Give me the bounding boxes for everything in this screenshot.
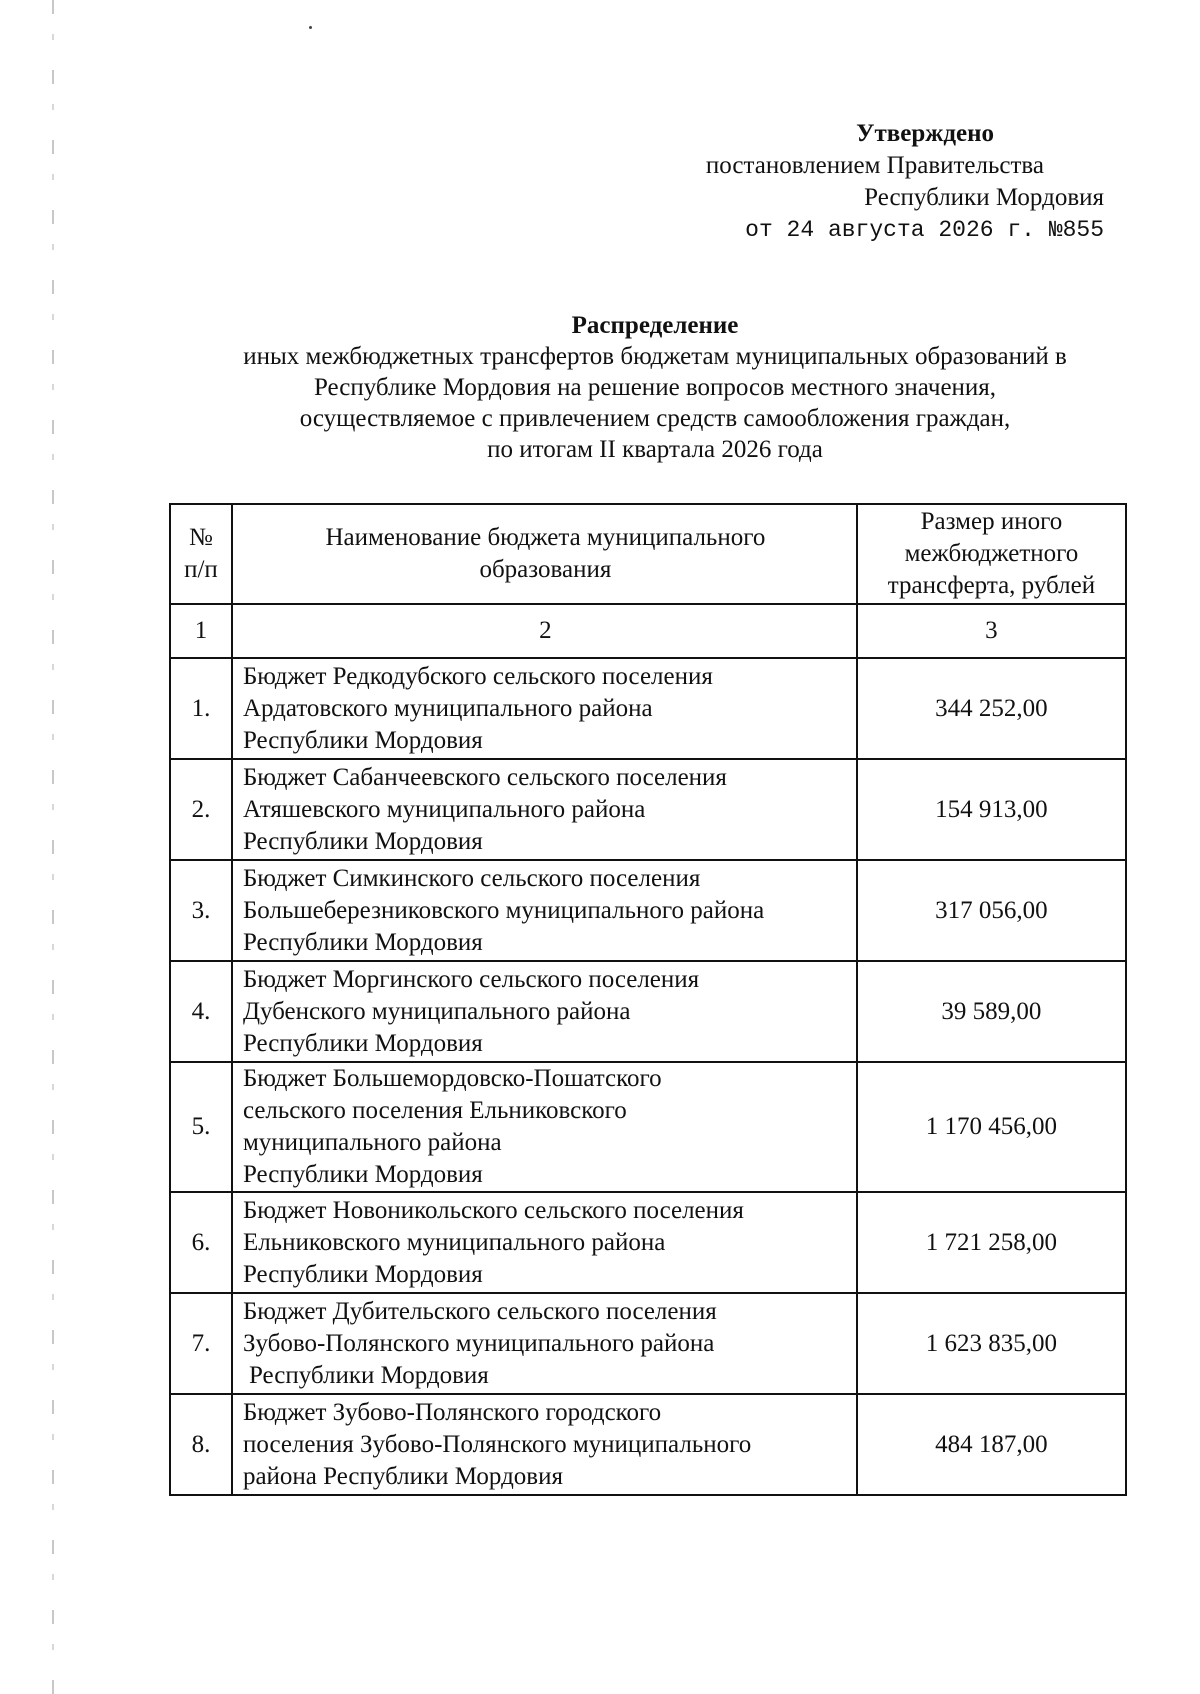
scan-edge-marks — [52, 0, 54, 1694]
transfer-amount: 1 623 835,00 — [857, 1293, 1126, 1394]
row-number: 6. — [170, 1192, 232, 1293]
row-number: 8. — [170, 1394, 232, 1495]
heading-line: осуществляемое с привлечением средств самообложения граждан, — [299, 405, 1011, 432]
budget-name-line: Республики Мордовия — [242, 1260, 483, 1288]
transfer-amount: 154 913,00 — [857, 759, 1126, 860]
budget-name-line: муниципального района — [242, 1129, 502, 1156]
approval-block — [684, 118, 1104, 246]
budget-name-line: Бюджет Симкинского сельского поселения — [242, 864, 701, 892]
transfers-table — [169, 503, 1127, 1496]
document-heading — [160, 310, 1150, 465]
table-header-row — [170, 504, 1126, 604]
row-number: 3. — [170, 860, 232, 961]
budget-name-line: Республики Мордовия — [242, 928, 483, 956]
document-title: Распределение — [571, 312, 739, 339]
approval-line-resolution: постановлением Правительства — [705, 152, 1044, 179]
budget-name-line: района Республики Мордовия — [242, 1462, 563, 1490]
scan-speck — [309, 26, 312, 29]
transfer-amount: 484 187,00 — [857, 1394, 1126, 1495]
budget-name — [232, 759, 857, 860]
column-index-cell: 3 — [857, 604, 1126, 658]
table-row — [170, 961, 1126, 1062]
heading-line: по итогам II квартала 2026 года — [487, 436, 823, 463]
column-index-row — [170, 604, 1126, 658]
budget-name-line: Атяшевского муниципального района — [242, 795, 646, 823]
budget-name-line: сельского поселения Ельниковского — [242, 1097, 627, 1124]
budget-name — [232, 860, 857, 961]
transfer-amount: 1 721 258,00 — [857, 1192, 1126, 1293]
budget-name-line: Бюджет Зубово-Полянского городского — [242, 1398, 662, 1426]
budget-name — [232, 658, 857, 759]
row-number: 7. — [170, 1293, 232, 1394]
budget-name — [232, 1394, 857, 1495]
budget-name-line: Дубенского муниципального района — [242, 997, 631, 1025]
budget-name-line: Ельниковского муниципального района — [242, 1228, 666, 1256]
table-row — [170, 1062, 1126, 1192]
header-name-line: образования — [479, 556, 612, 583]
budget-name-line: Бюджет Моргинского сельского поселения — [242, 965, 700, 993]
table-row — [170, 860, 1126, 961]
budget-name-line: Зубово-Полянского муниципального района — [242, 1329, 715, 1357]
header-amount-line: трансферта, рублей — [887, 572, 1096, 599]
budget-name — [232, 1062, 857, 1192]
budget-name-line: Большеберезниковского муниципального района — [242, 896, 765, 924]
approval-title: Утверждено — [856, 120, 994, 147]
budget-name-line: Бюджет Большемордовско-Пошатского — [242, 1065, 662, 1092]
budget-name-line: Республики Мордовия — [242, 827, 483, 855]
table-row — [170, 759, 1126, 860]
budget-name — [232, 1192, 857, 1293]
header-name — [232, 504, 857, 604]
budget-name-line: Бюджет Новоникольского сельского поселения — [242, 1196, 744, 1224]
table-row — [170, 658, 1126, 759]
transfer-amount: 317 056,00 — [857, 860, 1126, 961]
header-num — [170, 504, 232, 604]
budget-name-line: Бюджет Дубительского сельского поселения — [242, 1297, 717, 1325]
row-number: 4. — [170, 961, 232, 1062]
transfer-amount: 344 252,00 — [857, 658, 1126, 759]
budget-name-line: поселения Зубово-Полянского муниципального — [242, 1430, 752, 1458]
budget-name-line: Ардатовского муниципального района — [242, 694, 653, 722]
budget-name — [232, 1293, 857, 1394]
budget-name-line: Бюджет Редкодубского сельского поселения — [242, 662, 713, 690]
header-name-line: Наименование бюджета муниципального — [325, 524, 766, 551]
budget-name-line: Республики Мордовия — [242, 1161, 483, 1188]
heading-line: Республике Мордовия на решение вопросов местного значения, — [313, 374, 997, 401]
budget-name-line: Республики Мордовия — [242, 726, 483, 754]
budget-name — [232, 961, 857, 1062]
heading-line: иных межбюджетных трансфертов бюджетам муниципальных образований в — [243, 343, 1067, 370]
column-index-cell: 2 — [232, 604, 857, 658]
table-row — [170, 1192, 1126, 1293]
transfer-amount: 39 589,00 — [857, 961, 1126, 1062]
header-amount-line: межбюджетного — [904, 540, 1079, 567]
row-number: 2. — [170, 759, 232, 860]
table-row — [170, 1293, 1126, 1394]
approval-line-republic: Республики Мордовия — [864, 184, 1104, 211]
column-index-cell: 1 — [170, 604, 232, 658]
header-num-line: № — [189, 524, 213, 551]
header-amount-line: Размер иного — [920, 508, 1063, 535]
row-number: 5. — [170, 1062, 232, 1192]
header-amount — [857, 504, 1126, 604]
transfer-amount: 1 170 456,00 — [857, 1062, 1126, 1192]
header-num-line: п/п — [184, 556, 218, 583]
budget-name-line: Республики Мордовия — [242, 1029, 483, 1057]
row-number: 1. — [170, 658, 232, 759]
table-row — [170, 1394, 1126, 1495]
approval-date: от 24 августа 2026 г. №855 — [745, 217, 1104, 243]
budget-name-line: Бюджет Сабанчеевского сельского поселения — [242, 763, 727, 791]
budget-name-line: Республики Мордовия — [248, 1361, 489, 1389]
